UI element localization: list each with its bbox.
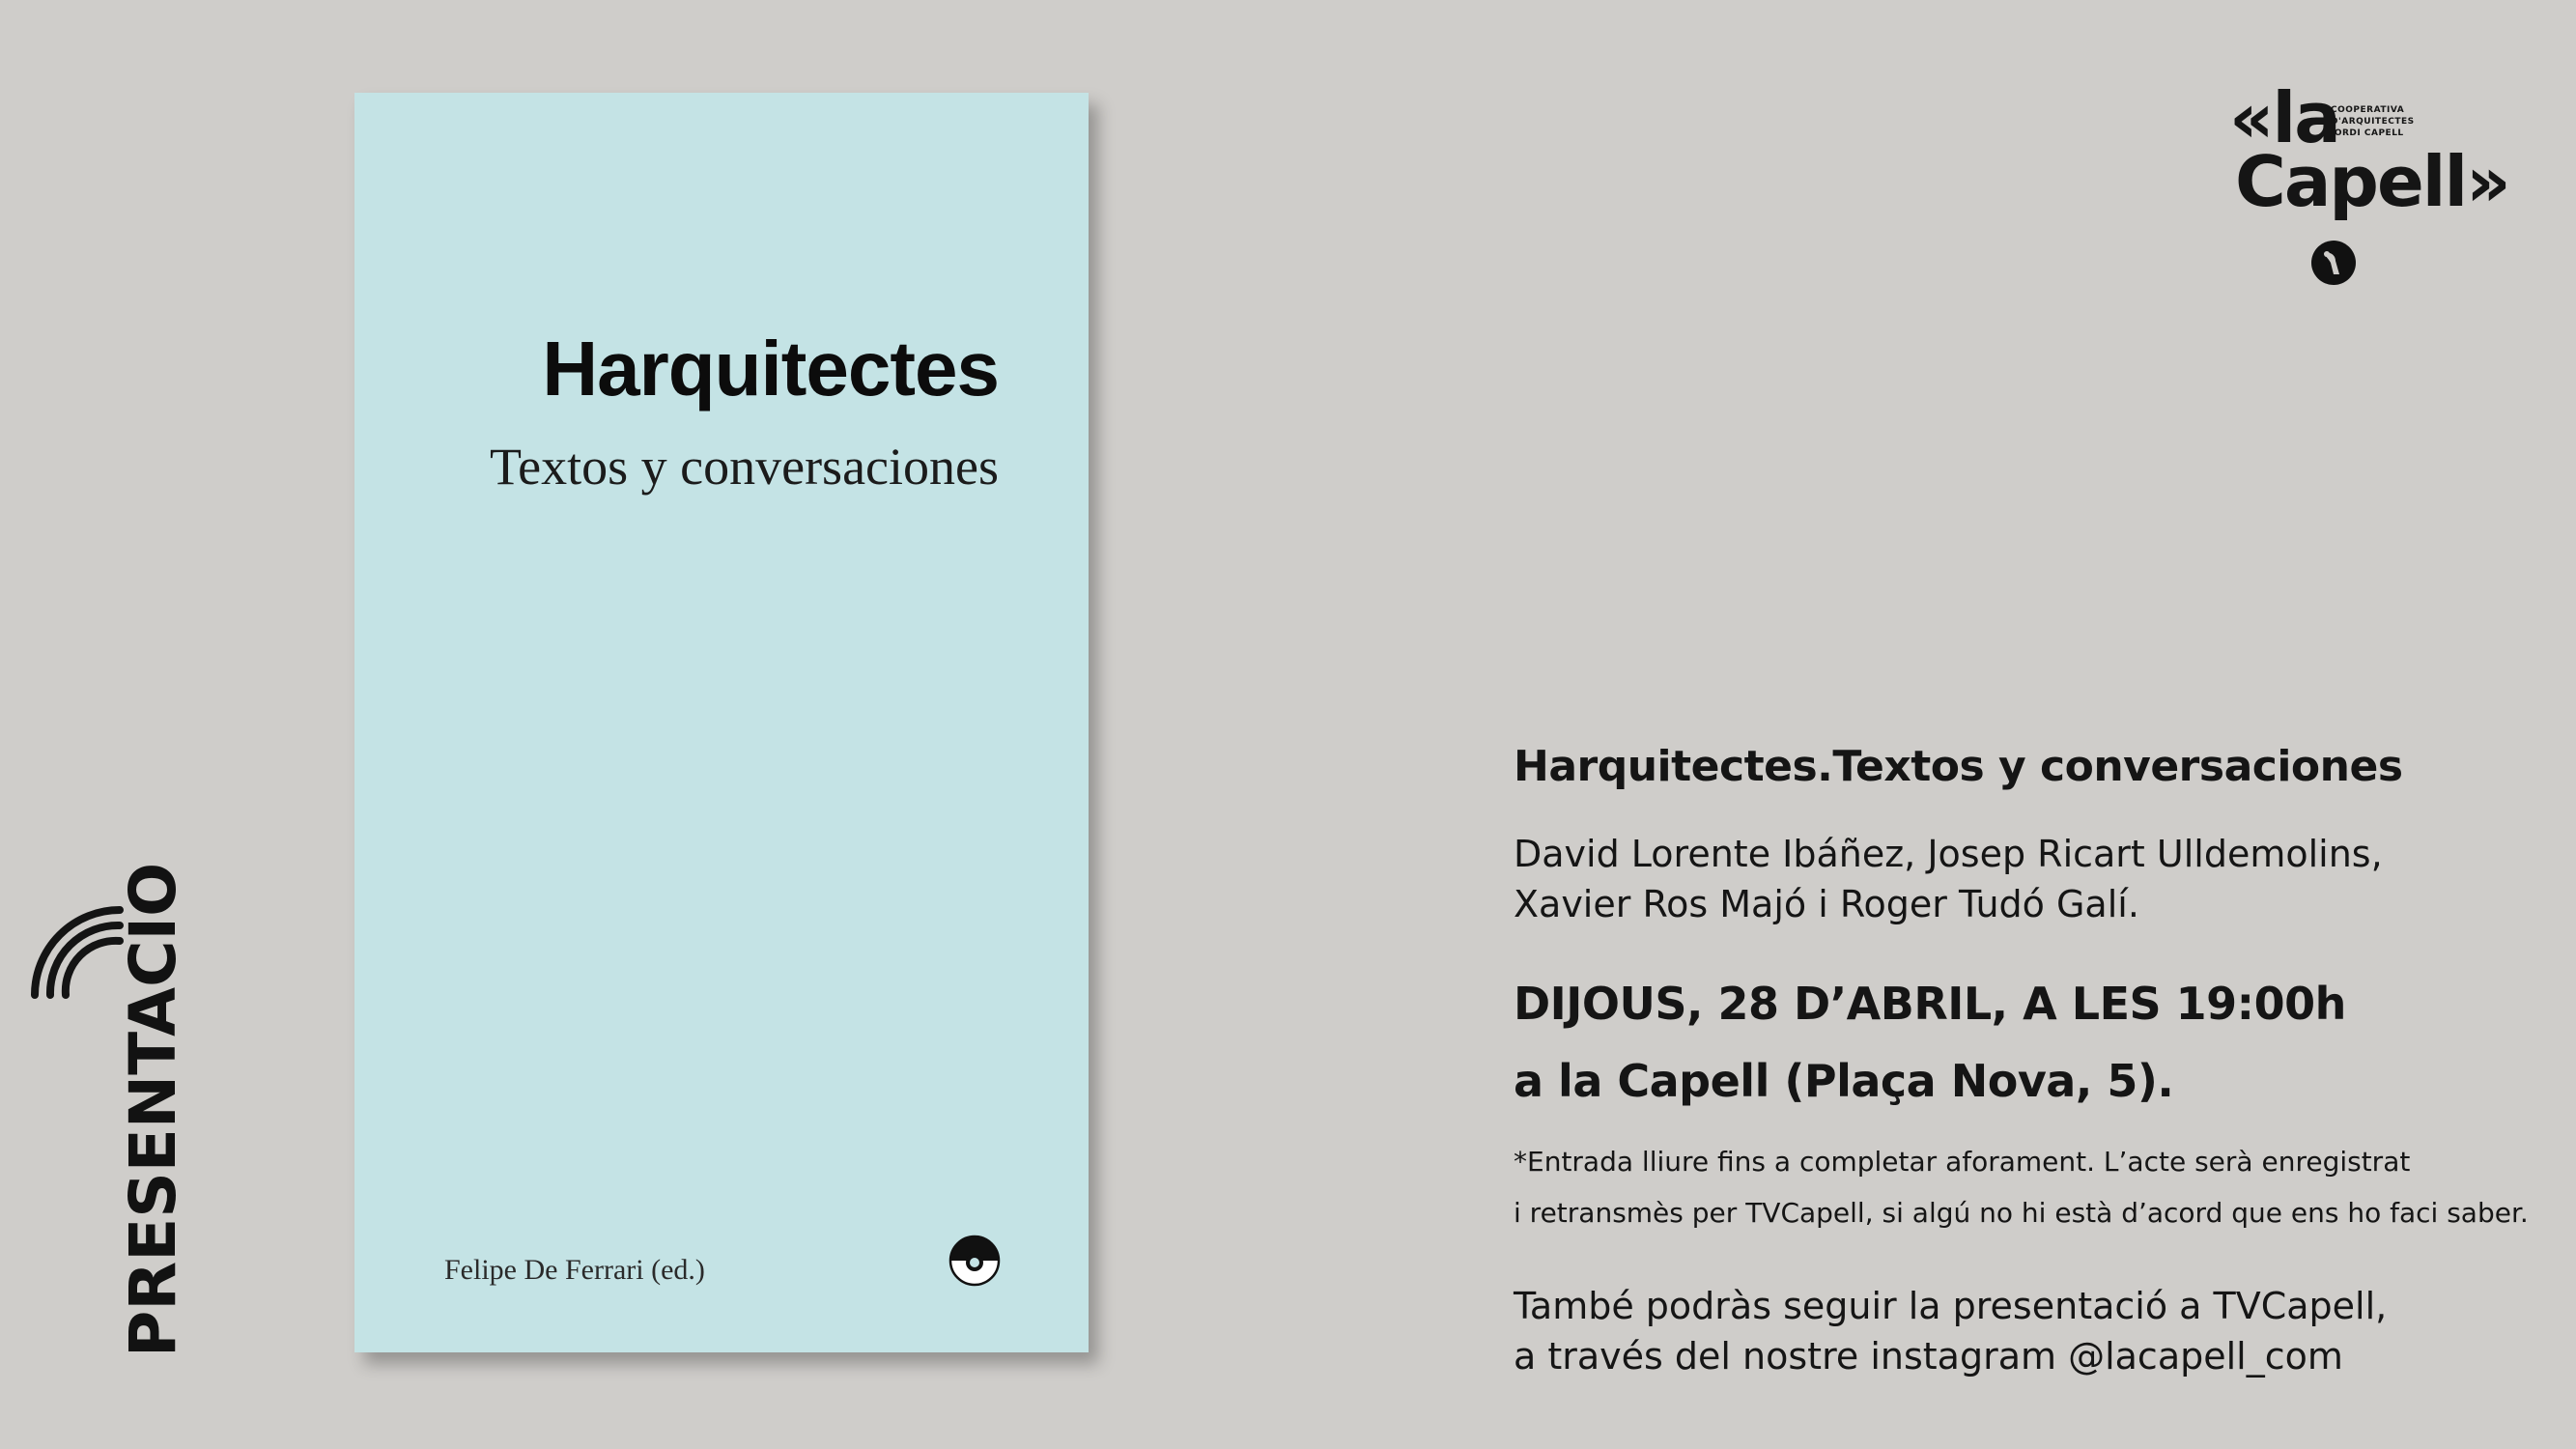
authors-line: David Lorente Ibáñez, Josep Ricart Ulldemolins, [1514,833,2383,875]
event-note [1514,1136,2529,1238]
brand-emblem-icon [2310,240,2357,286]
brand-tagline-line: JORDI CAPELL [2331,128,2404,138]
note-line: i retransmès per TVCapell, si algú no hi està d’acord que ens ho faci saber. [1514,1197,2529,1229]
book-title: Harquitectes [542,326,999,412]
event-title: Harquitectes.Textos y conversaciones [1514,742,2403,791]
book-cover [354,93,1089,1352]
publisher-logo-icon [948,1235,1001,1287]
book-editor: Felipe De Ferrari (ed.) [444,1254,705,1286]
event-follow [1514,1281,2387,1381]
event-authors [1514,829,2383,929]
brand-name-line2: Capell» [2235,141,2509,222]
presentacio-label: PRESENTACIO [116,862,190,1357]
brand-logo[interactable] [2222,77,2509,290]
authors-line: Xavier Ros Majó i Roger Tudó Galí. [1514,883,2139,925]
event-date: DIJOUS, 28 D’ABRIL, A LES 19:00h [1514,978,2346,1030]
brand-tagline-line: D'ARQUITECTES [2331,117,2415,127]
note-line: *Entrada lliure fins a completar aforament. L’acte serà enregistrat [1514,1146,2411,1178]
brand-tagline [2331,104,2447,139]
book-subtitle: Textos y conversaciones [489,438,999,496]
brand-name-line1: «la [2229,77,2339,158]
event-place: a la Capell (Plaça Nova, 5). [1514,1055,2174,1107]
follow-line: a través del nostre instagram @lacapell_com [1514,1335,2343,1378]
follow-line: També podràs seguir la presentació a TVCapell, [1514,1285,2388,1327]
brand-tagline-line: COOPERATIVA [2331,105,2405,115]
